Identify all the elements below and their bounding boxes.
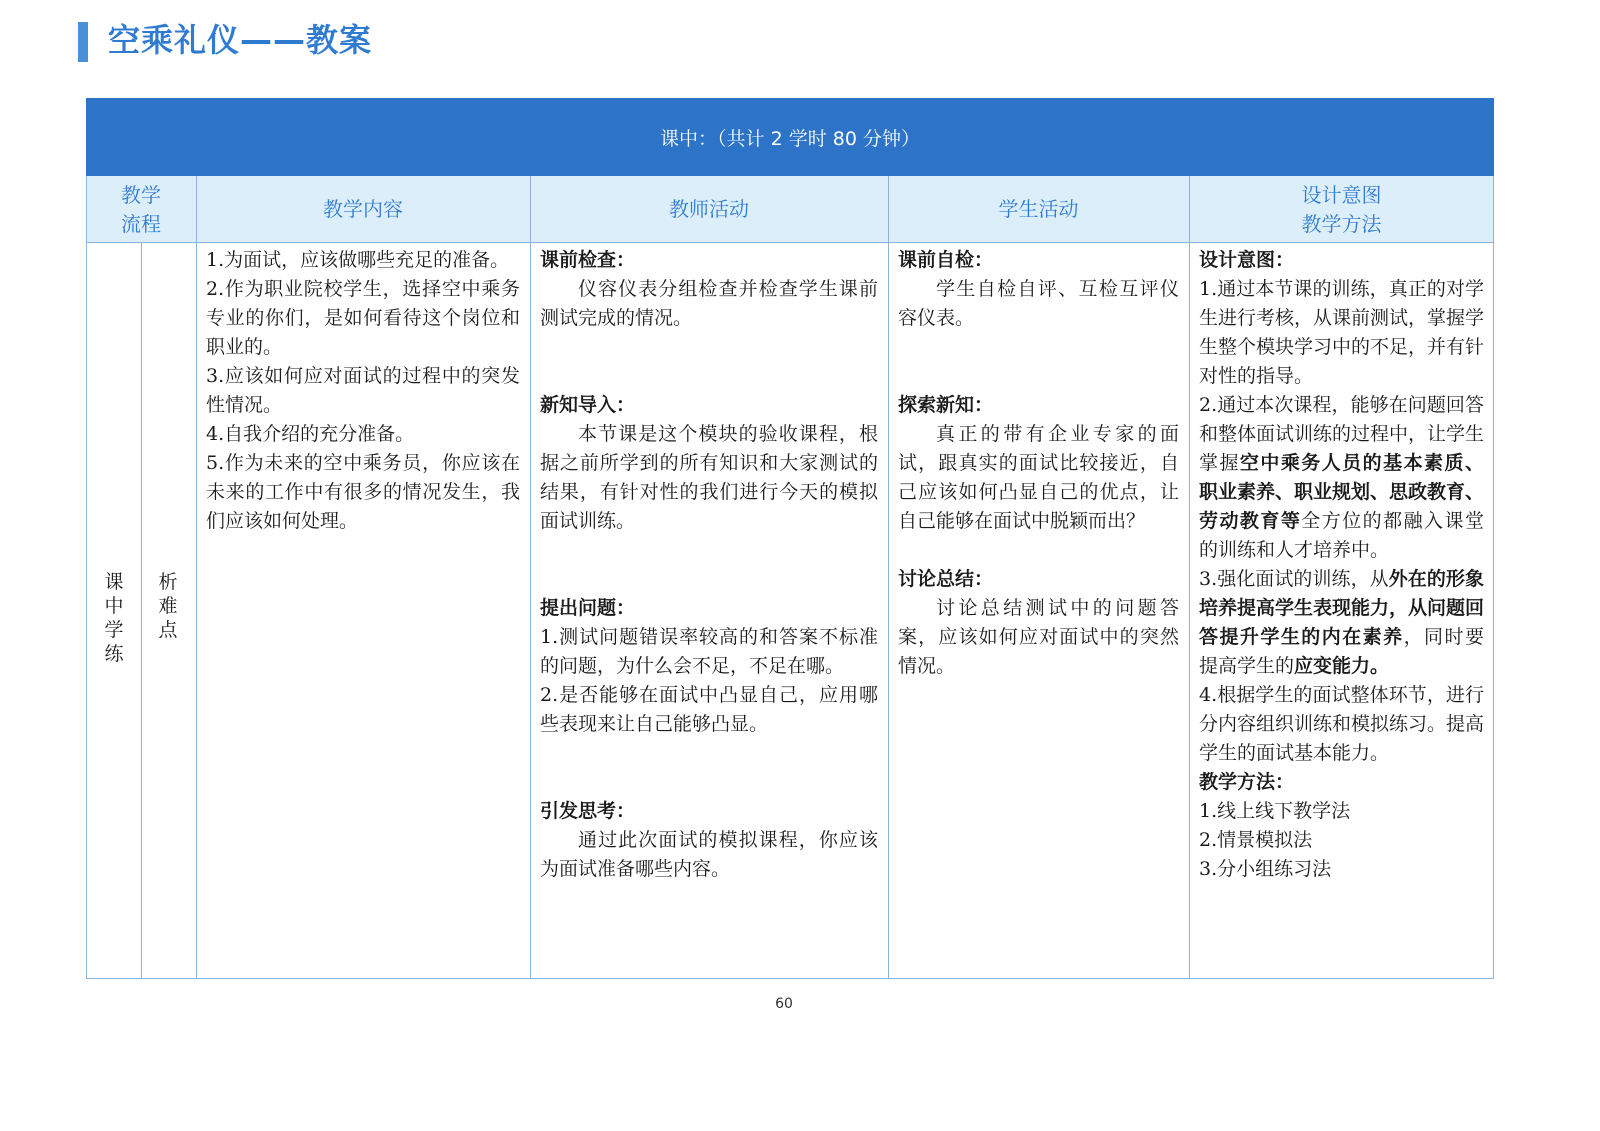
content-item: 1.为面试，应该做哪些充足的准备。: [206, 249, 510, 271]
design-intent-item: [1199, 565, 1484, 681]
header-content-label: 教学内容: [323, 197, 403, 221]
teaching-method-heading: 教学方法：: [1199, 771, 1295, 793]
stage-phase-text: 课 中 学 练: [104, 571, 124, 665]
design-intent-emphasis: 空中乘务人员的基本素质、职业素养、职业规划、思政教育、劳动教育等: [1199, 452, 1485, 532]
header-design-line1: 设计意图: [1301, 182, 1382, 207]
design-intent-emphasis: 应变能力。: [1294, 655, 1390, 677]
design-intent-item: 4.根据学生的面试整体环节，进行分内容组织训练和模拟练习。提高学生的面试基本能力。: [1199, 684, 1485, 764]
content-item: 2.作为职业院校学生，选择空中乘务专业的你们，是如何看待这个岗位和职业的。: [206, 278, 520, 358]
table-divider-student: [1189, 176, 1190, 979]
design-intent-text: 3.强化面试的训练，从: [1199, 568, 1389, 590]
header-teacher-activity: [530, 176, 888, 243]
header-design-line2: 教学方法: [1301, 211, 1382, 236]
design-intent-emphasis: 外在的形象培养提高学生表现能力，从问题回答提升学生的内在素养: [1199, 568, 1485, 648]
teacher-activity-cell: [540, 246, 878, 884]
design-intent-text: 全方位的都融入课堂的训练和人才培养中。: [1199, 510, 1484, 561]
teacher-section-heading: 课前检查：: [540, 249, 636, 271]
header-teaching-content: [196, 176, 530, 243]
header-teacher-label: 教师活动: [669, 197, 749, 221]
teacher-section-text: 本节课是这个模块的验收课程，根据之前所学到的所有知识和大家测试的结果，有针对性的我们进行今天的模拟面试训练。: [540, 423, 878, 532]
teacher-section-heading: 引发思考：: [540, 800, 636, 822]
teaching-method-item: 2.情景模拟法: [1199, 829, 1313, 851]
student-section-text: 讨论总结测试中的问题答案，应该如何应对面试中的突然情况。: [898, 597, 1179, 677]
table-border-left: [86, 176, 87, 979]
stage-phase-label: [103, 570, 125, 666]
teacher-section-text: 仪容仪表分组检查并检查学生课前测试完成的情况。: [540, 278, 878, 329]
table-border-bottom: [86, 978, 1494, 979]
content-item: 3.应该如何应对面试的过程中的突发性情况。: [206, 365, 520, 416]
header-flow-line1: 教学: [121, 182, 161, 207]
title-accent-bar: [78, 22, 88, 62]
student-section-heading: 探索新知：: [898, 394, 994, 416]
student-activity-cell: [898, 246, 1179, 681]
table-divider-phase: [141, 243, 142, 979]
design-intent-item: 1.通过本节课的训练，真正的对学生进行考核，从课前测试，掌握学生整个模块学习中的不足，并有针对性的指导。: [1199, 278, 1485, 387]
table-header-row: [86, 176, 1494, 243]
header-flow-line2: 流程: [121, 211, 161, 236]
session-banner: [86, 98, 1494, 176]
table-divider-flow: [196, 176, 197, 979]
header-design-method: [1189, 176, 1494, 243]
teaching-content-cell: [206, 246, 520, 536]
teacher-section-text: 通过此次面试的模拟课程，你应该为面试准备哪些内容。: [540, 829, 878, 880]
design-intent-item: [1199, 391, 1484, 565]
design-method-cell: [1199, 246, 1484, 884]
student-section-text: 学生自检自评、互检互评仪容仪表。: [898, 278, 1179, 329]
document-title: 空乘礼仪——教案: [108, 21, 373, 59]
teaching-method-item: 3.分小组练习法: [1199, 858, 1332, 880]
header-student-activity: [888, 176, 1189, 243]
teacher-question-item: 2.是否能够在面试中凸显自己，应用哪些表现来让自己能够凸显。: [540, 684, 878, 735]
student-section-heading: 讨论总结：: [898, 568, 994, 590]
teacher-section-heading: 新知导入：: [540, 394, 636, 416]
student-section-text: 真正的带有企业专家的面试，跟真实的面试比较接近，自己应该如何凸显自己的优点，让自己能够在面试中脱颖而出？: [898, 423, 1179, 532]
table-divider-content: [530, 176, 531, 979]
page-number: 60: [775, 996, 793, 1012]
design-intent-text: ，同时要提高学生的: [1199, 626, 1484, 677]
content-item: 4.自我介绍的充分准备。: [206, 423, 415, 445]
session-banner-text: 课中：（共计 2 学时 80 分钟）: [660, 127, 920, 150]
content-item: 5.作为未来的空中乘务员，你应该在未来的工作中有很多的情况发生，我们应该如何处理。: [206, 452, 520, 532]
design-intent-text: 2.通过本次课程，能够在问题回答和整体面试训练的过程中，让学生掌握: [1199, 394, 1485, 474]
teacher-question-item: 1.测试问题错误率较高的和答案不标准的问题，为什么会不足，不足在哪。: [540, 626, 878, 677]
table-border-right: [1493, 176, 1494, 979]
design-intent-heading: 设计意图：: [1199, 249, 1295, 271]
teaching-method-item: 1.线上线下教学法: [1199, 800, 1351, 822]
stage-step-label: [157, 570, 179, 642]
table-divider-teacher: [888, 176, 889, 979]
student-section-heading: 课前自检：: [898, 249, 994, 271]
header-teaching-flow: [86, 176, 196, 243]
stage-step-text: 析 难 点: [158, 571, 178, 641]
teacher-section-heading: 提出问题：: [540, 597, 636, 619]
header-student-label: 学生活动: [998, 197, 1079, 221]
